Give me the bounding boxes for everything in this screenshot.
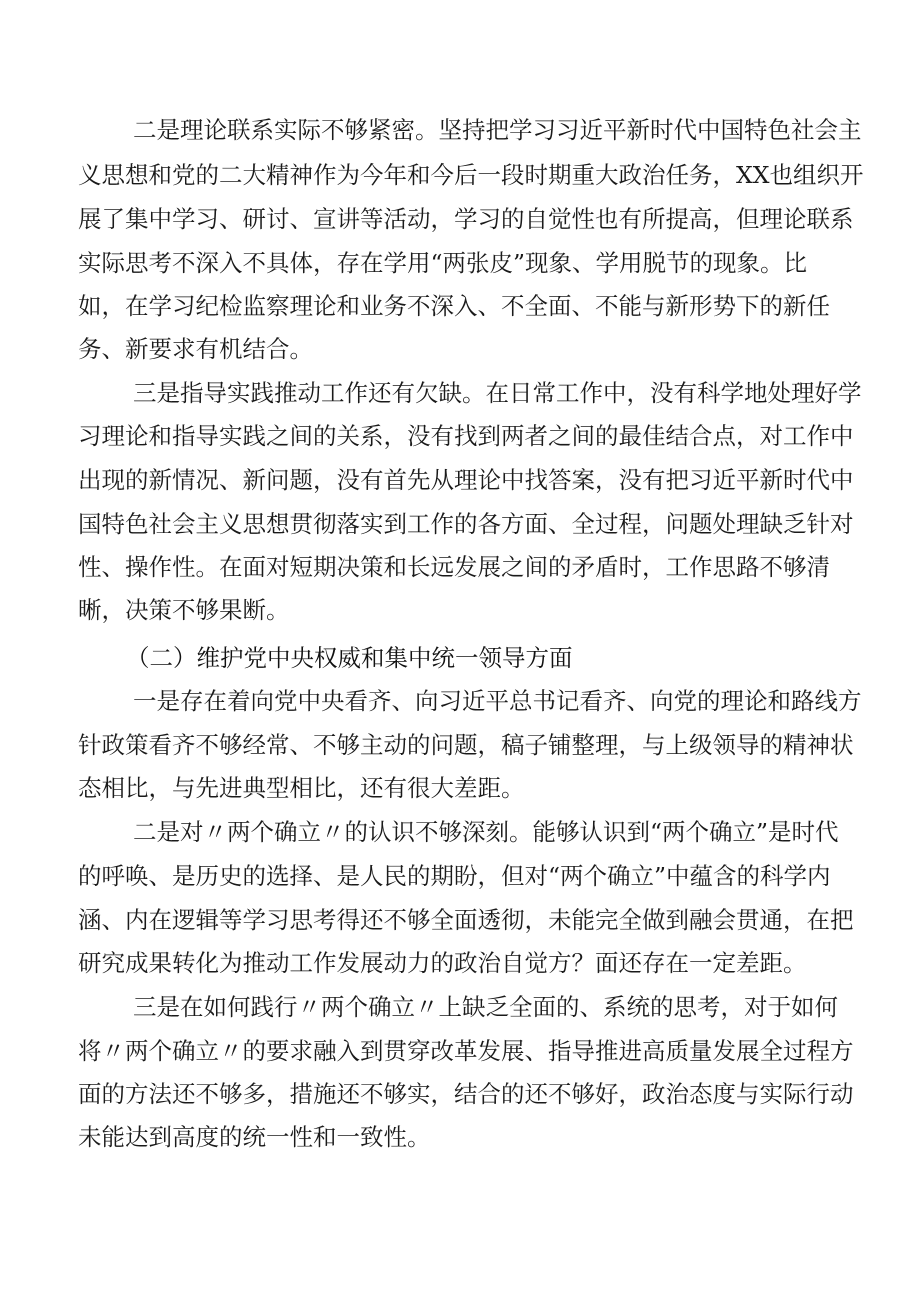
paragraph-3-line-1: 一是存在着向党中央看齐、向习近平总书记看齐、向党的理论和路线方 xyxy=(133,687,862,715)
paragraph-2-line-4: 国特色社会主义思想贯彻落实到工作的各方面、全过程，问题处理缺乏针对 xyxy=(78,510,854,538)
paragraph-1-line-5: 如，在学习纪检监察理论和业务不深入、不全面、不能与新形势下的新任 xyxy=(78,292,830,320)
paragraph-1-line-1: 二是理论联系实际不够紧密。坚持把学习习近平新时代中国特色社会主 xyxy=(133,116,862,144)
paragraph-3-line-3: 态相比，与先进典型相比，还有很大差距。 xyxy=(78,774,525,802)
paragraph-2-line-6: 晰，决策不够果断。 xyxy=(78,596,290,624)
paragraph-1-line-2: 义思想和党的二大精神作为今年和今后一段时期重大政治任务，XX也组织开 xyxy=(78,161,864,189)
paragraph-5-line-3: 面的方法还不够多，措施还不够实，结合的还不够好，政治态度与实际行动 xyxy=(78,1080,854,1108)
paragraph-5-line-2: 将〃两个确立〃的要求融入到贯穿改革发展、指导推进高质量发展全过程方 xyxy=(78,1037,854,1065)
paragraph-1-line-3: 展了集中学习、研讨、宣讲等活动，学习的自觉性也有所提高，但理论联系 xyxy=(78,205,854,233)
paragraph-3-line-2: 针政策看齐不够经常、不够主动的问题，稿子铺整理，与上级领导的精神状 xyxy=(78,731,854,759)
paragraph-5-line-1: 三是在如何践行〃两个确立〃上缺乏全面的、系统的思考，对于如何 xyxy=(133,993,838,1021)
paragraph-2-line-5: 性、操作性。在面对短期决策和长远发展之间的矛盾时，工作思路不够清 xyxy=(78,553,830,581)
paragraph-2-line-1: 三是指导实践推动工作还有欠缺。在日常工作中，没有科学地处理好学 xyxy=(133,379,862,407)
paragraph-4-line-3: 涵、内在逻辑等学习思考得还不够全面透彻，未能完全做到融会贯通，在把 xyxy=(78,906,854,934)
paragraph-1-line-4: 实际思考不深入不具体，存在学用“两张皮”现象、学用脱节的现象。比 xyxy=(78,249,808,277)
paragraph-1-line-6: 务、新要求有机结合。 xyxy=(78,335,313,363)
paragraph-2-line-2: 习理论和指导实践之间的关系，没有找到两者之间的最佳结合点，对工作中 xyxy=(78,422,854,450)
paragraph-4-line-2: 的呼唤、是历史的选择、是人民的期盼，但对“两个确立”中蕴含的科学内 xyxy=(78,862,831,890)
paragraph-2-line-3: 出现的新情况、新问题，没有首先从理论中找答案，没有把习近平新时代中 xyxy=(78,466,854,494)
paragraph-4-line-4: 研究成果转化为推动工作发展动力的政治自觉方？面还存在一定差距。 xyxy=(78,949,807,977)
section-heading: （二）维护党中央权威和集中统一领导方面 xyxy=(126,644,573,672)
paragraph-4-line-1: 二是对〃两个确立〃的认识不够深刻。能够认识到“两个确立”是时代 xyxy=(133,818,839,846)
paragraph-5-line-4: 未能达到高度的统一性和一致性。 xyxy=(78,1123,431,1151)
